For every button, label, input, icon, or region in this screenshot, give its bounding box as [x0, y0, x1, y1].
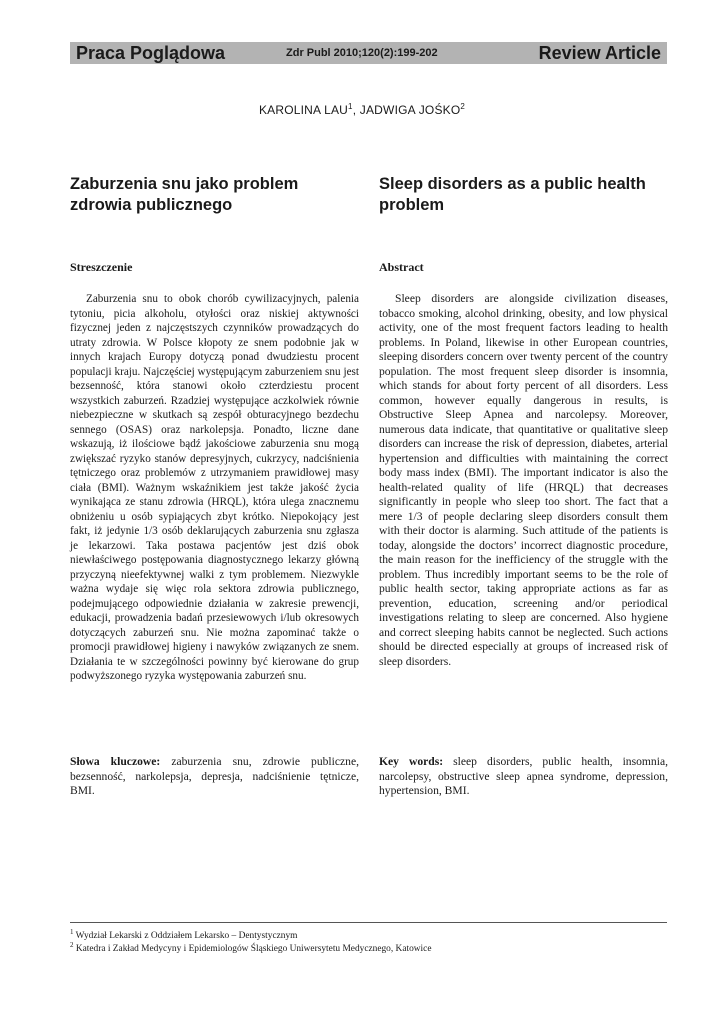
footnote-divider: [70, 922, 667, 923]
footnote: [70, 939, 667, 955]
keywords-english: [379, 755, 668, 799]
author-name: JADWIGA JOŚKO: [359, 103, 461, 117]
title-polish: Zaburzenia snu jako problem zdrowia publicznego: [70, 175, 299, 214]
journal-header-bar: [70, 42, 667, 64]
article-type-english: Review Article: [538, 42, 661, 63]
keywords-label: Słowa kluczowe:: [70, 755, 161, 768]
footnote-mark: 1: [70, 928, 74, 936]
author-line: [0, 102, 724, 117]
footnote-mark: 2: [70, 941, 74, 949]
author-name: KAROLINA LAU: [258, 103, 349, 117]
section-heading-english: Abstract: [379, 260, 424, 274]
abstract-english: Sleep disorders are alongside civilization diseases, tobacco smoking, alcohol drinking, obesity, and low physical activity, one of the most frequent factors leading to health problems. In Poland, likewise in other European countries, sleeping disorders concern over twenty percent of the country population. The most frequent sleep disorder is insomnia, which stands for about forty percent of all disorders. Less common, however equally dangerous in results, is Obstructive Sleep Apnea and narcolepsy. Moreover, numerous data indicate, that quantitative or qualitative sleep disorders can increase the risk of depression, diabetes, arterial hypertension and difficulties with maintaining the correct body mass index (BMI). The important indicator is also the health-related quality of life (HRQL) that decreases significantly in people who sleep too short. The fact that a mere 1/3 of people declaring sleep disorders consult them with their doctor is alarming. Such attitude of the patients is today, alongside the doctors’ incorrect diagnostic procedure, the main reason for the inefficiency of the struggle with the problem. Thus incredibly important seems to be the role of public health sector, taking appropriate actions as far as prevention, education, screening and/or periodical investigations relating to sleep are concerned. Also hygiene and correct sleeping habits cannot be neglected. Such actions should be directed especially at groups of increased risk of sleep disorders.: [379, 292, 668, 668]
footnote-text: Wydział Lekarski z Oddziałem Lekarsko – Dentystycznym: [73, 931, 298, 942]
keywords-polish: [70, 755, 359, 799]
title-english: Sleep disorders as a public health problem: [379, 175, 646, 214]
keywords-label: Key words:: [379, 755, 444, 768]
abstract-polish: Zaburzenia snu to obok chorób cywilizacyjnych, palenia tytoniu, picia alkoholu, otyłości oraz niskiej aktywności fizycznej jeden z najczęstszych czynników prowadzących do utraty zdrowia. W Polsce kłopoty ze snem podobnie jak w innych krajach Europy dotyczą ponad dwudziestu procent populacji kraju. Najczęściej występującym zaburzeniem snu jest bezsenność, która stanowi około czterdziestu procent wszystkich zaburzeń. Rzadziej występujące aczkolwiek równie niebezpieczne w skutkach są zespół obturacyjnego bezdechu sennego (OSAS) oraz narkolepsja. Ponadto, liczne dane wskazują, iż ilościowe bądź jakościowe zaburzenia snu mogą zwiększać ryzyko stanów depresyjnych, cukrzycy, nadciśnienia tętniczego oraz problemów z utrzymaniem prawidłowej masy ciała (BMI). Ważnym wskaźnikiem jest także jakość życia wynikająca ze stanu zdrowia (HRQL), która ulega znacznemu obniżeniu u osób sypiających zbyt krótko. Niepokojący jest fakt, iż jedynie 1/3 osób deklarujących zaburzenia snu zgłasza je lekarzowi. Taka postawa pacjentów jest dziś obok niewłaściwego postępowania diagnostycznego lekarzy główną przyczyną nieefektywnej walki z tym problemem. Niezwykle ważna wydaje się więc rola sektora zdrowia publicznego, podejmującego odpowiednie działania w zakresie prewencji, edukacji, prowadzenia badań przesiewowych i/lub okresowych dotyczących zaburzeń snu. Nie można zapominać także o promocji prawidłowej higieny i nawyków związanych ze snem. Działania te w szczególności powinny być kierowane do grup podwyższonego ryzyka występowania zaburzeń snu.: [70, 293, 359, 682]
journal-citation: Zdr Publ 2010;120(2):199-202: [286, 47, 438, 59]
keywords-list: sleep disorders, public health, insomnia, narcolepsy, obstructive sleep apnea syndrome, depression, hypertension, BMI.: [379, 755, 668, 797]
footnote-text: Katedra i Zakład Medycyny i Epidemiologów Śląskiego Uniwersytetu Medycznego, Katowice: [73, 944, 432, 955]
author-separator: ,: [352, 103, 360, 117]
affiliation-mark: 1: [348, 102, 353, 111]
affiliation-mark: 2: [460, 102, 466, 111]
keywords-list: zaburzenia snu, zdrowie publiczne, bezsenność, narkolepsja, depresja, nadciśnienie tętnicze, BMI.: [70, 755, 359, 797]
article-type-polish: Praca Poglądowa: [76, 42, 226, 63]
section-heading-polish: Streszczenie: [70, 260, 133, 274]
